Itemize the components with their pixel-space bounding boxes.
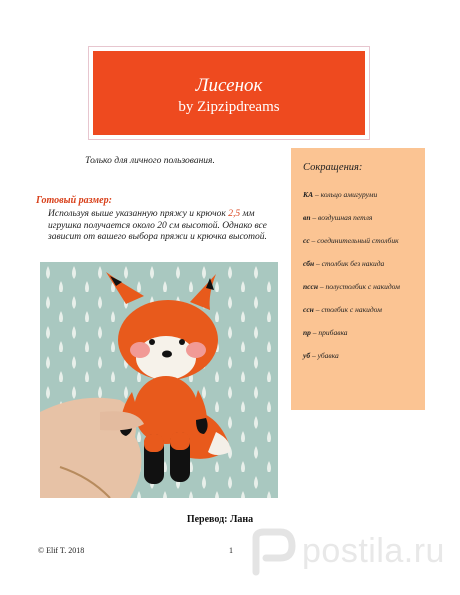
copyright: © Elif T. 2018 [38, 546, 85, 555]
size-text-before: Используя выше указанную пряжу и крючок [48, 209, 229, 219]
abbreviations-panel [291, 148, 425, 410]
watermark-logo-icon [246, 528, 300, 578]
pattern-author: by Zipzipdreams [178, 99, 280, 115]
title-banner [88, 46, 370, 140]
page-number: 1 [229, 546, 233, 555]
abbreviations-title: Сокращения: [303, 162, 363, 173]
abbr-item: КА – кольцо амигуруми [303, 190, 378, 199]
title-banner-fill [93, 51, 365, 135]
abbr-item: пссн – полустолбик с накидом [303, 282, 400, 291]
abbr-item: вп – воздушная петля [303, 213, 373, 222]
hook-size: 2,5 [228, 209, 241, 219]
postila-watermark [246, 528, 456, 580]
abbr-item: уб – убавка [303, 351, 339, 360]
abbr-item: сс – соединительный столбик [303, 236, 399, 245]
abbr-item: пр – прибавка [303, 328, 348, 337]
size-text-after: мм игрушка получается около 20 см высотой. Однако все зависит от вашего выбора пряжи и крючка высотой. [48, 209, 267, 242]
size-heading: Готовый размер: [36, 195, 112, 206]
size-description [48, 209, 288, 244]
pattern-title: Лисенок [195, 75, 263, 96]
personal-use-note: Только для личного пользования. [85, 156, 215, 166]
fox-toy-photo [40, 262, 278, 498]
watermark-text: postila.ru [302, 532, 445, 570]
abbr-item: сбн – столбик без накида [303, 259, 385, 268]
abbr-item: ссн – столбик с накидом [303, 305, 382, 314]
translator-credit: Перевод: Лана [186, 514, 254, 525]
